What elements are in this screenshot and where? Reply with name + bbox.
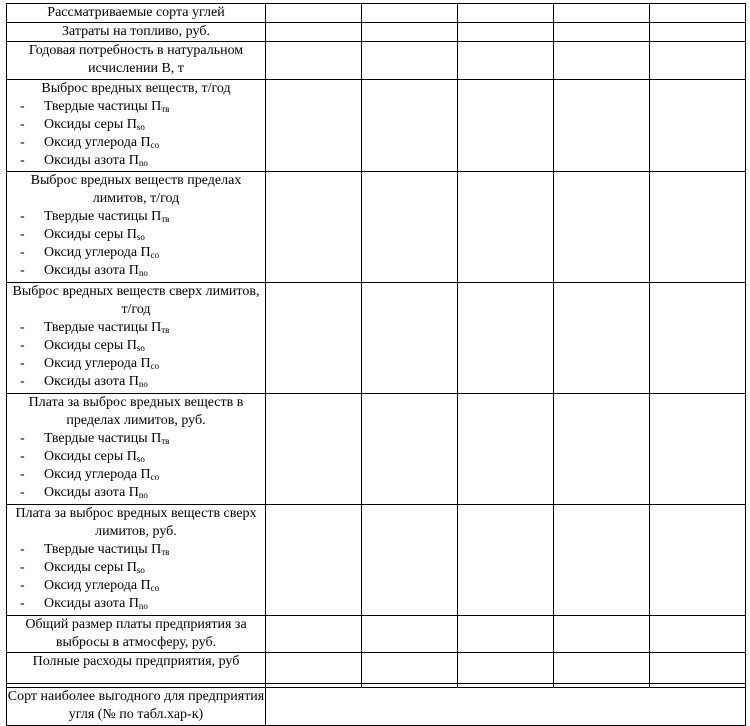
table-cell[interactable] xyxy=(554,42,650,80)
pollutant-subscript: no xyxy=(138,158,148,168)
pollutant-subscript: so xyxy=(136,232,145,242)
bullet-dash: - xyxy=(20,153,25,168)
pollutant-item xyxy=(7,319,265,337)
pollutant-list xyxy=(7,319,265,391)
pollutant-name: Твердые частицы П xyxy=(44,209,162,224)
pollutant-name: Оксид углерода П xyxy=(44,467,151,482)
pollutant-subscript: no xyxy=(138,268,148,278)
pollutant-subscript: co xyxy=(150,472,160,482)
table-cell[interactable] xyxy=(458,172,554,283)
pollutant-name: Оксиды азота П xyxy=(44,596,139,611)
table-cell[interactable] xyxy=(266,80,362,172)
group-title: Плата за выброс вредных веществ сверх лимитов, руб. xyxy=(15,506,257,539)
pollutant-item xyxy=(7,262,265,280)
row-label-emissions xyxy=(7,80,266,172)
table-row xyxy=(7,616,746,653)
row-label-emissions-within-limits xyxy=(7,172,266,283)
pollutant-item xyxy=(7,116,265,134)
table-cell[interactable] xyxy=(650,616,746,653)
table-cell[interactable] xyxy=(362,23,458,42)
table-cell[interactable] xyxy=(650,283,746,394)
table-cell[interactable] xyxy=(266,394,362,505)
group-title: Выброс вредных веществ, т/год xyxy=(41,81,231,96)
pollutant-subscript: no xyxy=(138,379,148,389)
group-title: Плата за выброс вредных веществ в пределах лимитов, руб. xyxy=(28,395,244,428)
table-cell[interactable] xyxy=(362,394,458,505)
answer-cell[interactable] xyxy=(266,688,746,726)
table-cell[interactable] xyxy=(458,4,554,23)
bullet-dash: - xyxy=(20,135,25,150)
pollutant-list xyxy=(7,430,265,502)
table-cell[interactable] xyxy=(458,616,554,653)
table-row xyxy=(7,172,746,283)
table-cell[interactable] xyxy=(554,616,650,653)
row-label-total-payment: Общий размер платы предприятия за выбросы в атмосферу, руб. xyxy=(7,616,266,653)
table-cell[interactable] xyxy=(458,283,554,394)
bullet-dash: - xyxy=(20,560,25,575)
table-cell[interactable] xyxy=(362,283,458,394)
group-title: Выброс вредных веществ сверх лимитов, т/год xyxy=(12,284,260,317)
bullet-dash: - xyxy=(20,227,25,242)
table-cell[interactable] xyxy=(650,394,746,505)
pollutant-item xyxy=(7,337,265,355)
table-cell[interactable] xyxy=(266,4,362,23)
row-label-coal-grades: Рассматриваемые сорта углей xyxy=(7,4,266,23)
table-cell[interactable] xyxy=(362,616,458,653)
table-cell[interactable] xyxy=(458,394,554,505)
pollutant-name: Оксиды азота П xyxy=(44,153,139,168)
table-cell[interactable] xyxy=(554,505,650,616)
pollutant-subscript: so xyxy=(136,343,145,353)
pollutant-item xyxy=(7,373,265,391)
pollutant-subscript: so xyxy=(136,454,145,464)
table-row xyxy=(7,42,746,80)
pollutant-name: Оксид углерода П xyxy=(44,578,151,593)
table-cell[interactable] xyxy=(650,23,746,42)
table-cell[interactable] xyxy=(650,653,746,684)
pollutant-name: Оксиды азота П xyxy=(44,374,139,389)
row-label-payment-within-limits xyxy=(7,394,266,505)
table-cell[interactable] xyxy=(266,172,362,283)
table-row xyxy=(7,394,746,505)
table-cell[interactable] xyxy=(266,283,362,394)
pollutant-name: Оксиды серы П xyxy=(44,227,137,242)
bullet-dash: - xyxy=(20,209,25,224)
table-cell[interactable] xyxy=(362,653,458,684)
table-row xyxy=(7,653,746,684)
row-label-best-coal-grade: Сорт наиболее выгодного для предприятия угля (№ по табл.хар-к) xyxy=(7,688,266,726)
pollutant-subscript: no xyxy=(138,490,148,500)
bullet-dash: - xyxy=(20,374,25,389)
table-cell[interactable] xyxy=(554,80,650,172)
table-cell[interactable] xyxy=(266,23,362,42)
pollutant-name: Оксиды азота П xyxy=(44,263,139,278)
table-cell[interactable] xyxy=(458,23,554,42)
pollutant-subscript: тв xyxy=(161,325,170,335)
pollutant-item xyxy=(7,152,265,170)
pollutant-item xyxy=(7,541,265,559)
table-row xyxy=(7,505,746,616)
bullet-dash: - xyxy=(20,263,25,278)
table-cell[interactable] xyxy=(554,4,650,23)
fuel-cost-table xyxy=(6,3,746,726)
bullet-dash: - xyxy=(20,245,25,260)
bullet-dash: - xyxy=(20,117,25,132)
pollutant-subscript: тв xyxy=(161,214,170,224)
table-cell[interactable] xyxy=(554,283,650,394)
table-cell[interactable] xyxy=(362,172,458,283)
table-cell[interactable] xyxy=(554,394,650,505)
table-cell[interactable] xyxy=(554,172,650,283)
table-cell[interactable] xyxy=(362,505,458,616)
pollutant-name: Оксиды серы П xyxy=(44,338,137,353)
pollutant-name: Твердые частицы П xyxy=(44,99,162,114)
pollutant-subscript: тв xyxy=(161,547,170,557)
table-cell[interactable] xyxy=(650,80,746,172)
table-cell[interactable] xyxy=(266,616,362,653)
table-row xyxy=(7,4,746,23)
bullet-dash: - xyxy=(20,485,25,500)
table-cell[interactable] xyxy=(554,653,650,684)
pollutant-item xyxy=(7,355,265,373)
table-cell[interactable] xyxy=(362,80,458,172)
pollutant-list xyxy=(7,541,265,613)
pollutant-subscript: so xyxy=(136,565,145,575)
pollutant-item xyxy=(7,208,265,226)
pollutant-item xyxy=(7,226,265,244)
table-cell[interactable] xyxy=(458,80,554,172)
pollutant-name: Оксиды серы П xyxy=(44,449,137,464)
pollutant-subscript: co xyxy=(150,140,160,150)
table-cell[interactable] xyxy=(650,172,746,283)
bullet-dash: - xyxy=(20,338,25,353)
pollutant-item xyxy=(7,430,265,448)
bullet-dash: - xyxy=(20,99,25,114)
bullet-dash: - xyxy=(20,431,25,446)
pollutant-list xyxy=(7,98,265,170)
table-cell[interactable] xyxy=(362,42,458,80)
row-label-annual-demand: Годовая потребность в натуральном исчислении В, т xyxy=(7,42,266,80)
row-label-payment-over-limits xyxy=(7,505,266,616)
pollutant-name: Оксид углерода П xyxy=(44,356,151,371)
pollutant-name: Оксиды серы П xyxy=(44,560,137,575)
pollutant-item xyxy=(7,448,265,466)
table-row xyxy=(7,23,746,42)
pollutant-item xyxy=(7,484,265,502)
bullet-dash: - xyxy=(20,542,25,557)
bullet-dash: - xyxy=(20,320,25,335)
pollutant-subscript: so xyxy=(136,122,145,132)
bullet-dash: - xyxy=(20,449,25,464)
table-cell[interactable] xyxy=(458,42,554,80)
pollutant-subscript: no xyxy=(138,601,148,611)
row-label-total-expenses: Полные расходы предприятия, руб xyxy=(7,653,266,684)
pollutant-item xyxy=(7,466,265,484)
table-row xyxy=(7,688,746,726)
pollutant-item xyxy=(7,577,265,595)
table-cell[interactable] xyxy=(266,42,362,80)
pollutant-name: Твердые частицы П xyxy=(44,320,162,335)
pollutant-item xyxy=(7,134,265,152)
pollutant-name: Оксиды серы П xyxy=(44,117,137,132)
table-cell[interactable] xyxy=(458,653,554,684)
pollutant-subscript: co xyxy=(150,583,160,593)
pollutant-name: Оксиды азота П xyxy=(44,485,139,500)
bullet-dash: - xyxy=(20,356,25,371)
pollutant-item xyxy=(7,595,265,613)
pollutant-name: Твердые частицы П xyxy=(44,542,162,557)
bullet-dash: - xyxy=(20,578,25,593)
pollutant-name: Оксид углерода П xyxy=(44,245,151,260)
table-cell[interactable] xyxy=(266,653,362,684)
table-cell[interactable] xyxy=(362,4,458,23)
pollutant-subscript: co xyxy=(150,250,160,260)
bullet-dash: - xyxy=(20,467,25,482)
pollutant-item xyxy=(7,559,265,577)
table-cell[interactable] xyxy=(650,4,746,23)
pollutant-list xyxy=(7,208,265,280)
pollutant-name: Твердые частицы П xyxy=(44,431,162,446)
table-row xyxy=(7,283,746,394)
table-cell[interactable] xyxy=(266,505,362,616)
table-cell[interactable] xyxy=(554,23,650,42)
table-cell[interactable] xyxy=(458,505,554,616)
pollutant-subscript: тв xyxy=(161,104,170,114)
pollutant-item xyxy=(7,244,265,262)
row-label-emissions-over-limits xyxy=(7,283,266,394)
pollutant-item xyxy=(7,98,265,116)
bullet-dash: - xyxy=(20,596,25,611)
table-cell[interactable] xyxy=(650,505,746,616)
pollutant-subscript: co xyxy=(150,361,160,371)
table-cell[interactable] xyxy=(650,42,746,80)
pollutant-name: Оксид углерода П xyxy=(44,135,151,150)
pollutant-subscript: тв xyxy=(161,436,170,446)
table-row xyxy=(7,80,746,172)
row-label-fuel-costs: Затраты на топливо, руб. xyxy=(7,23,266,42)
group-title: Выброс вредных веществ пределах лимитов, т/год xyxy=(30,173,242,206)
